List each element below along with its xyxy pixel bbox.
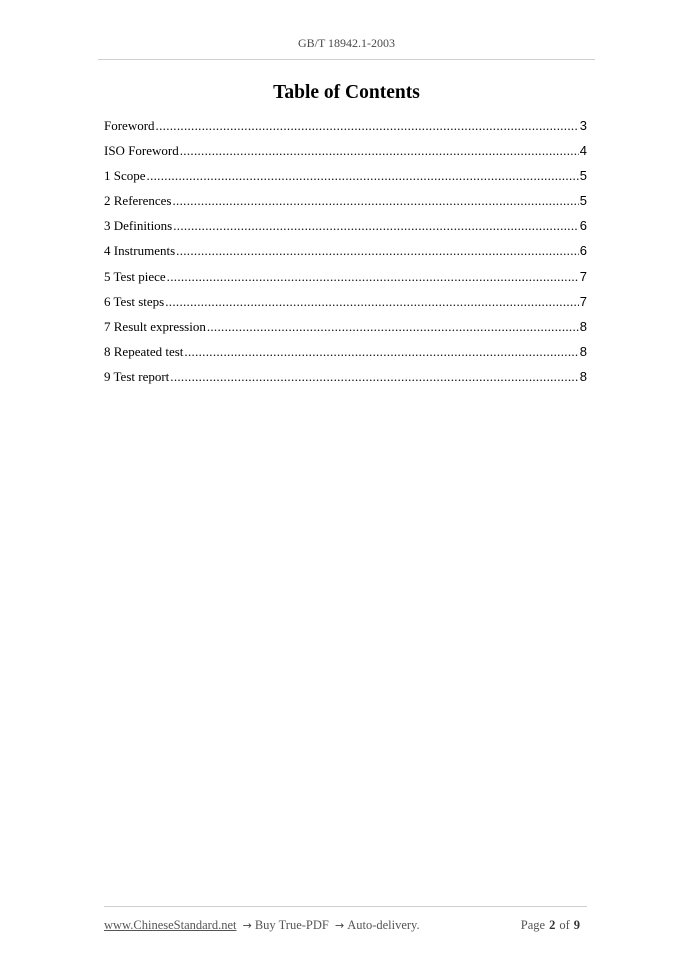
page-header [98,0,595,60]
toc-entry-page: 5 [579,193,587,209]
page-number [521,918,584,933]
toc-entry-page: 3 [579,118,587,133]
dot-leader [173,191,579,211]
of-word: of [559,918,570,932]
toc-entry-label: 4 Instruments [104,243,176,259]
toc-entry-page: 8 [579,318,587,334]
toc-entry-label: 5 Test piece [104,268,166,284]
toc-entry-result-expression[interactable] [104,317,587,342]
toc-title: Table of Contents [273,82,420,103]
page-word: Page [520,918,546,932]
arrow-right-icon: → [334,919,345,932]
dot-leader [180,141,579,161]
toc-entry-instruments[interactable] [104,241,587,266]
dot-leader [147,166,579,186]
buy-pdf-text: Buy True-PDF [254,918,329,932]
toc-entry-label: 6 Test steps [104,293,165,309]
toc-entry-test-steps[interactable] [104,292,587,317]
toc-entry-references[interactable] [104,191,587,216]
toc-entry-label: 8 Repeated test [104,343,184,359]
dot-leader [173,216,579,236]
toc-entry-label: 7 Result expression [104,318,206,334]
toc-entry-test-report[interactable] [104,367,587,392]
toc-entry-iso-foreword[interactable] [104,141,587,166]
toc-entry-foreword[interactable] [104,116,587,141]
toc-entry-label: 1 Scope [104,168,146,184]
toc-entry-test-piece[interactable] [104,267,587,292]
dot-leader [207,317,579,337]
toc-entry-scope[interactable] [104,166,587,191]
total-pages-number: 9 [573,918,580,932]
dot-leader [184,342,578,362]
toc-entry-label: Foreword [104,118,155,133]
toc-entry-label: ISO Foreword [104,143,179,159]
standard-code: GB/T 18942.1-2003 [297,36,396,50]
toc-entry-repeated-test[interactable] [104,342,587,367]
page-footer [104,906,587,937]
footer-promo [104,918,420,933]
toc-list [104,116,587,392]
toc-entry-page: 7 [579,293,587,309]
toc-entry-page: 8 [579,368,587,384]
current-page-number: 2 [549,918,556,932]
dot-leader [167,267,579,287]
dot-leader [176,241,579,261]
toc-entry-definitions[interactable] [104,216,587,241]
toc-entry-label: 2 References [104,193,172,209]
auto-delivery-text: Auto-delivery. [347,918,420,932]
toc-entry-page: 4 [579,143,587,159]
toc-entry-label: 9 Test report [104,368,170,384]
dot-leader [156,116,579,136]
site-link[interactable]: www.ChineseStandard.net [104,918,237,932]
toc-entry-label: 3 Definitions [104,218,173,234]
dot-leader [165,292,579,312]
toc-entry-page: 6 [579,218,587,234]
toc-entry-page: 8 [579,343,587,359]
toc-entry-page: 5 [579,168,587,184]
arrow-right-icon: → [242,919,252,932]
dot-leader [170,367,578,387]
toc-entry-page: 7 [579,268,587,284]
toc-entry-page: 6 [579,243,587,259]
